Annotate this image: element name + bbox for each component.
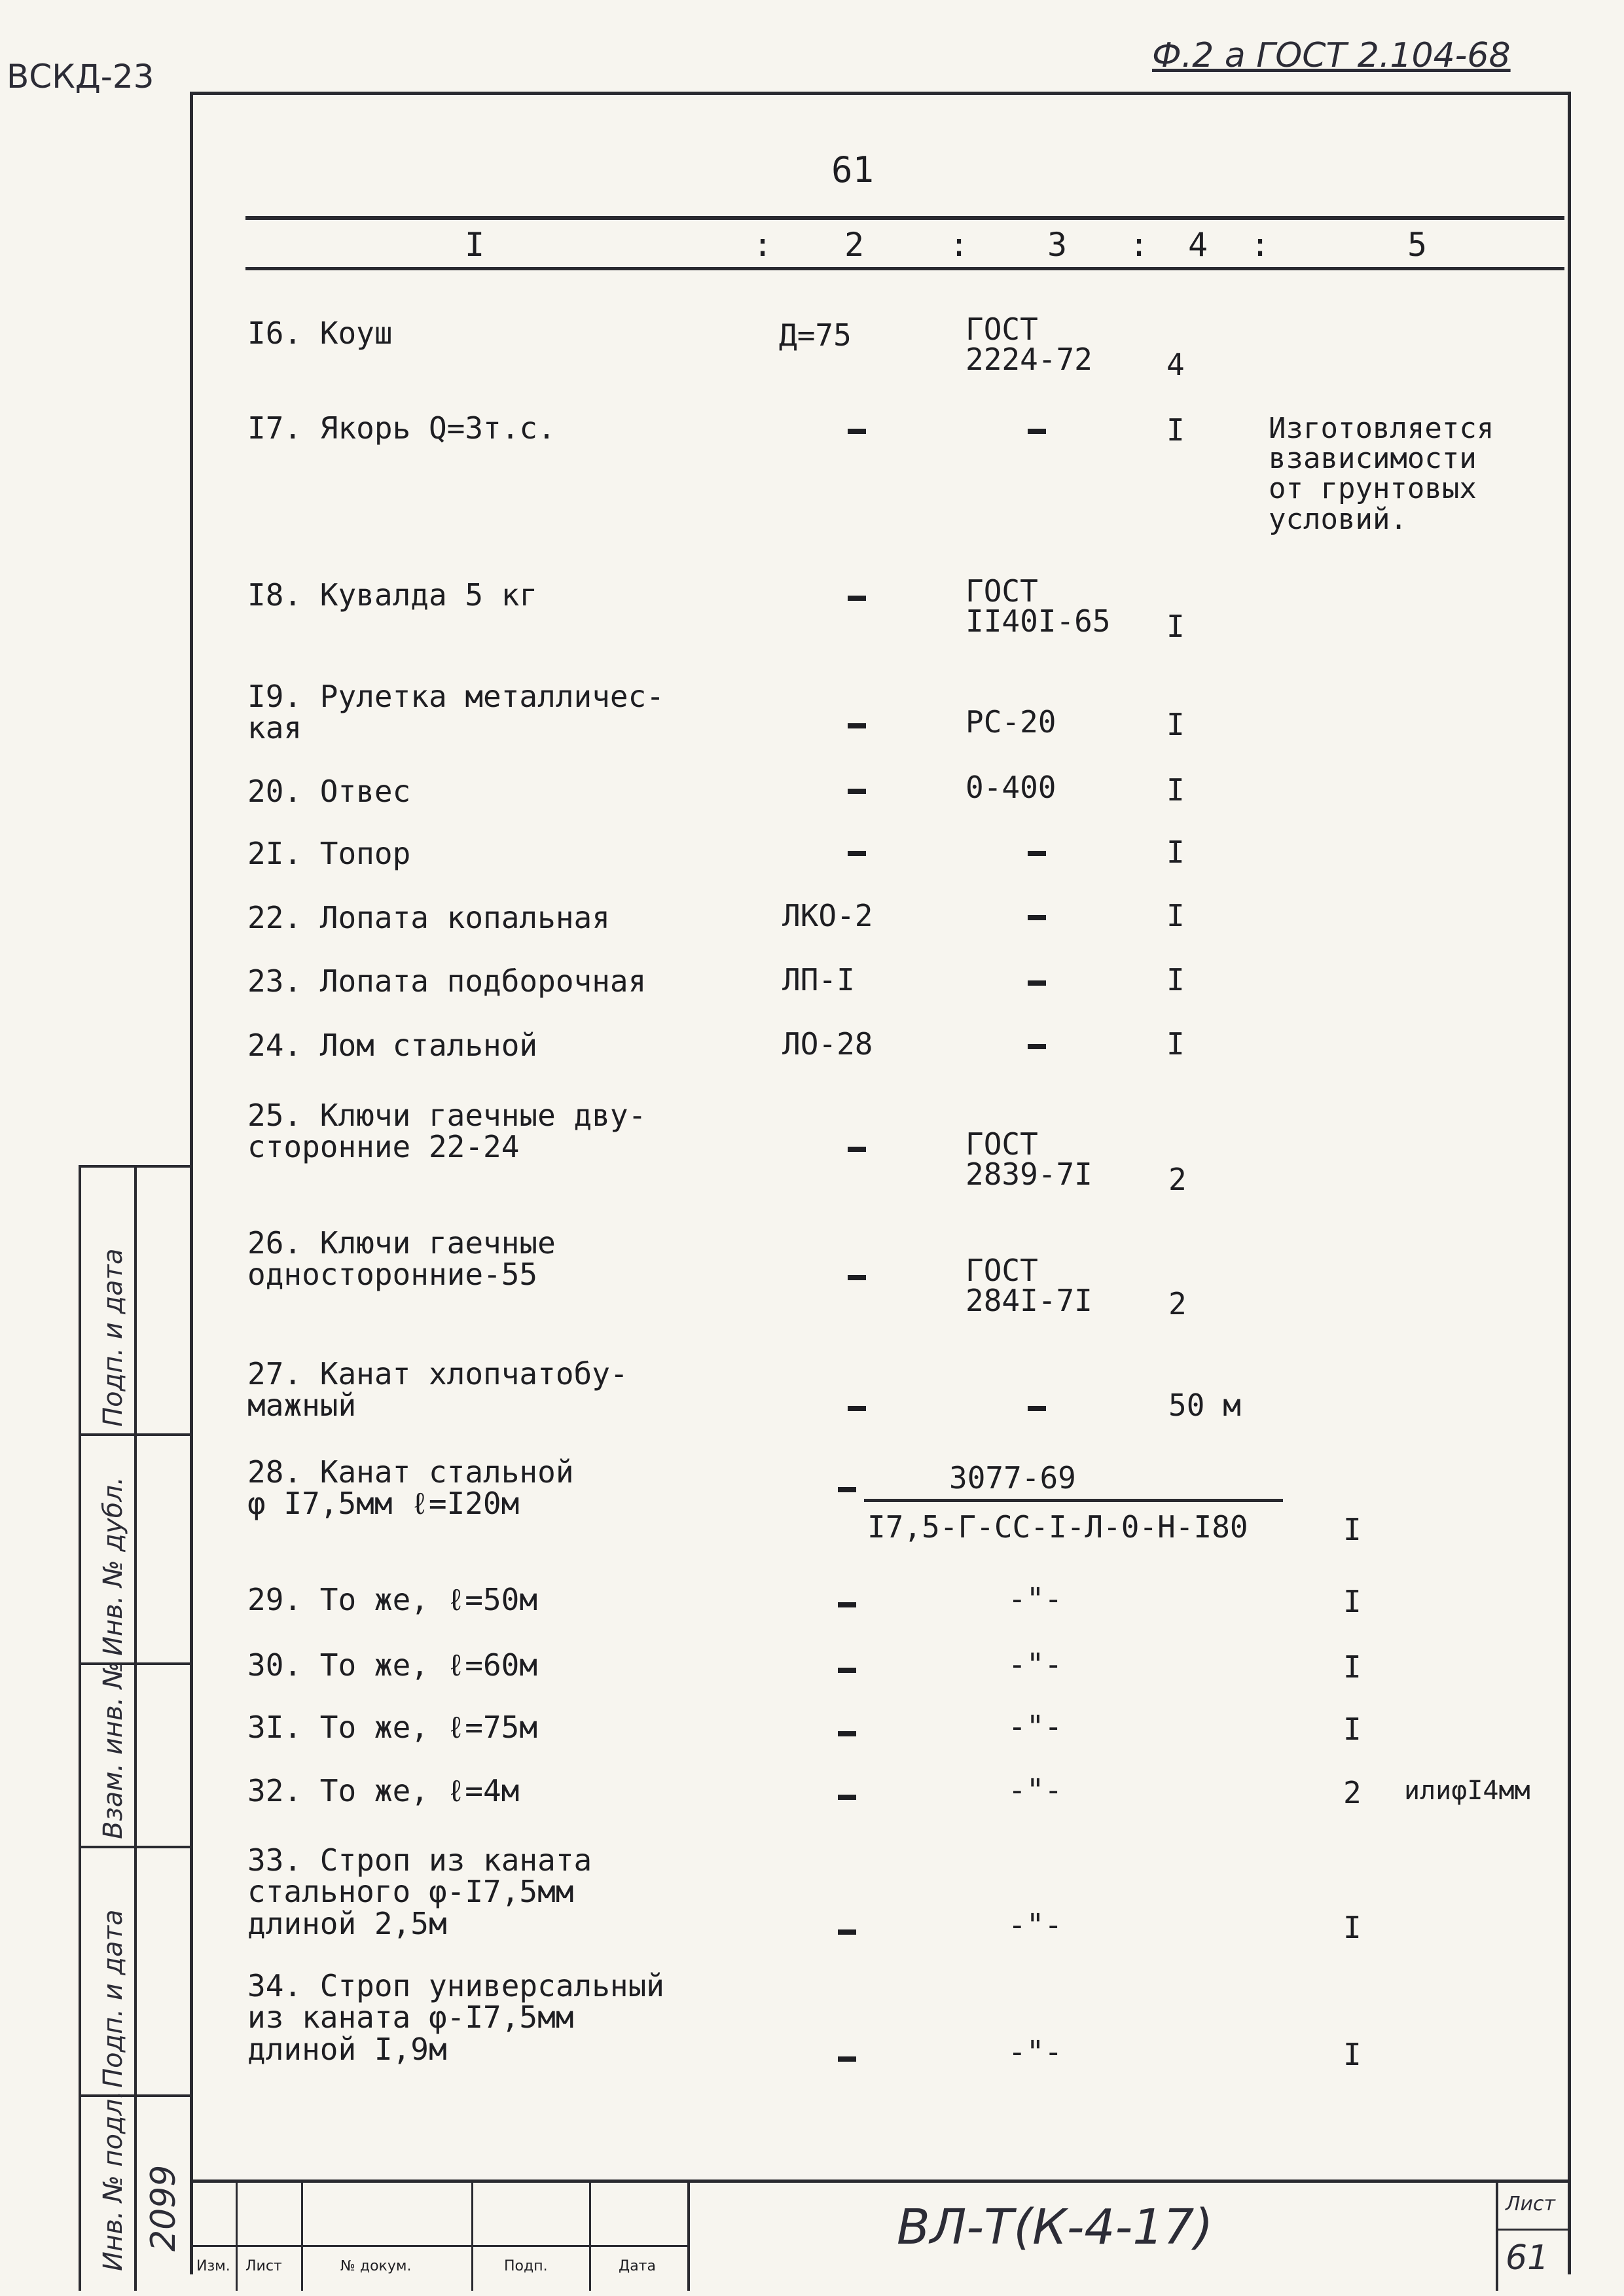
side-stamp-label: Инв. № подл.	[98, 2090, 128, 2271]
table-row: 20. Отвес	[247, 774, 411, 809]
row-col3-denominator: I7,5-Г-СС-I-Л-0-Н-I80	[867, 1509, 1248, 1545]
row-col4: I	[1166, 707, 1185, 742]
title-block-divider	[301, 2179, 303, 2291]
row-col3: -"-	[1008, 1772, 1063, 1808]
row-col4: I	[1343, 1649, 1362, 1685]
row-col3: -"-	[1008, 1907, 1063, 1943]
inventory-number: 2099	[144, 2164, 183, 2251]
sheet-cell-rule	[1496, 2229, 1568, 2231]
row-col4: 2	[1168, 1286, 1187, 1321]
row-col2-dash	[848, 596, 866, 601]
row-col3-numerator: 3077-69	[949, 1460, 1076, 1496]
table-row: I6. Коуш	[247, 315, 393, 351]
row-col4: I	[1166, 834, 1185, 870]
table-row: 27. Канат хлопчатобу- мажный	[247, 1356, 628, 1424]
column-header-sep: :	[1250, 226, 1271, 264]
title-block-top-rule	[190, 2179, 1568, 2183]
side-stamp-label: Подп. и дата	[98, 1248, 128, 1427]
row-col3: -"-	[1008, 1647, 1063, 1682]
table-row: I8. Кувалда 5 кг	[247, 577, 538, 613]
row-col4: I	[1343, 2037, 1362, 2072]
row-col3: РС-20	[965, 704, 1056, 740]
side-stamp-border	[79, 1165, 81, 2291]
title-block-label: Дата	[619, 2258, 656, 2274]
table-row: I7. Якорь Q=3т.с.	[247, 410, 556, 446]
row-col4: I	[1166, 772, 1185, 808]
side-stamp-label: Инв. № дубл.	[98, 1477, 128, 1656]
sheet-label: Лист	[1506, 2193, 1556, 2215]
side-stamp-rule	[79, 2094, 193, 2097]
row-col5-note: илиφI4мм	[1404, 1776, 1530, 1806]
column-header-2: 2	[844, 226, 865, 264]
row-col2-dash	[838, 1602, 856, 1607]
row-col2: Д=75	[779, 317, 852, 353]
row-col3: ГОСТ 2224-72	[965, 312, 1092, 377]
side-stamp-rule	[79, 1165, 193, 1168]
row-col3: ГОСТ 2839-7I	[965, 1126, 1092, 1192]
table-row: 30. То же, ℓ=60м	[247, 1647, 538, 1683]
column-header-5: 5	[1407, 226, 1428, 264]
row-col3: -"-	[1008, 2034, 1063, 2070]
row-col2-dash	[848, 723, 866, 728]
table-row: 22. Лопата копальная	[247, 900, 610, 935]
header-top-rule	[245, 216, 1564, 220]
page-number: 61	[831, 149, 875, 190]
row-col5-note: Изготовляется взависимости от грунтовых условий.	[1269, 412, 1494, 536]
row-col4: I	[1166, 609, 1185, 644]
row-col3: -"-	[1008, 1709, 1063, 1744]
row-col4: I	[1343, 1512, 1362, 1547]
fraction-bar	[864, 1499, 1283, 1502]
table-row: 24. Лом стальной	[247, 1028, 538, 1063]
row-col2-dash	[838, 1668, 856, 1673]
table-row: 2I. Топор	[247, 836, 411, 871]
row-col3-dash	[1028, 980, 1046, 986]
row-col4: I	[1343, 1910, 1362, 1945]
table-row: 3I. То же, ℓ=75м	[247, 1710, 538, 1745]
title-block-divider	[236, 2179, 238, 2291]
row-col2: ЛО-28	[782, 1026, 873, 1062]
row-col4: I	[1166, 1026, 1185, 1062]
title-block-label: Изм.	[196, 2258, 230, 2274]
table-row: 33. Строп из каната стального φ-I7,5мм длиной 2,5м	[247, 1842, 592, 1941]
row-col2-dash	[838, 1929, 856, 1935]
row-col3-dash	[1028, 851, 1046, 856]
row-col3: ГОСТ II40I-65	[965, 573, 1111, 639]
table-row: 25. Ключи гаечные дву- сторонние 22-24	[247, 1098, 647, 1165]
row-col3-dash	[1028, 915, 1046, 920]
title-block-divider	[471, 2179, 473, 2291]
row-col2-dash	[848, 851, 866, 856]
column-header-sep: :	[1129, 226, 1149, 264]
row-col2: ЛКО-2	[782, 898, 873, 933]
sheet-number: 61	[1506, 2238, 1549, 2278]
top-right-note: Ф.2 а ГОСТ 2.104-68	[1152, 36, 1511, 75]
title-block-divider	[687, 2179, 690, 2291]
title-block-label: Лист	[245, 2258, 282, 2274]
row-col3-dash	[1028, 1044, 1046, 1049]
title-block-label: № докум.	[340, 2258, 412, 2274]
table-row: I9. Рулетка металличес- кая	[247, 679, 664, 746]
side-stamp-border	[134, 1165, 137, 2291]
table-row: 32. То же, ℓ=4м	[247, 1773, 520, 1808]
row-col4: 50 м	[1168, 1388, 1241, 1423]
column-header-sep: :	[753, 226, 773, 264]
table-row: 23. Лопата подборочная	[247, 963, 647, 999]
row-col2-dash	[848, 789, 866, 794]
row-col2-dash	[848, 1406, 866, 1411]
column-header-1: I	[465, 226, 485, 264]
row-col2-dash	[848, 1275, 866, 1280]
title-block-divider	[589, 2179, 591, 2291]
row-col2: ЛП-I	[782, 962, 855, 997]
row-col4: 4	[1166, 347, 1185, 382]
side-stamp-rule	[79, 1662, 193, 1665]
title-block-mid-rule	[190, 2245, 687, 2247]
row-col4: I	[1343, 1712, 1362, 1747]
column-header-3: 3	[1047, 226, 1068, 264]
title-block-label: Подп.	[504, 2258, 548, 2274]
row-col3: 0-400	[965, 770, 1056, 805]
column-header-4: 4	[1188, 226, 1208, 264]
document-designation: ВЛ-Т(К-4-17)	[897, 2199, 1214, 2255]
side-stamp-label: Подп. и дата	[98, 1909, 128, 2088]
side-stamp-rule	[79, 1846, 193, 1848]
side-stamp-rule	[79, 1433, 193, 1436]
row-col3-dash	[1028, 429, 1046, 434]
column-header-sep: :	[949, 226, 969, 264]
table-row: 28. Канат стальной φ I7,5мм ℓ=I20м	[247, 1454, 574, 1522]
row-col2-dash	[838, 1731, 856, 1736]
row-col2-dash	[838, 1487, 856, 1492]
row-col3: ГОСТ 284I-7I	[965, 1253, 1092, 1318]
row-col2-dash	[838, 2056, 856, 2062]
row-col4: I	[1343, 1584, 1362, 1619]
side-stamp-label: Взам. инв. №	[98, 1661, 128, 1839]
row-col2-dash	[838, 1795, 856, 1800]
row-col4: I	[1166, 962, 1185, 997]
row-col3: -"-	[1008, 1581, 1063, 1617]
row-col4: I	[1166, 898, 1185, 933]
table-row: 34. Строп универсальный из каната φ-I7,5мм длиной I,9м	[247, 1968, 664, 2067]
row-col2-dash	[848, 429, 866, 434]
row-col4: 2	[1168, 1162, 1187, 1197]
row-col4: I	[1166, 412, 1185, 448]
table-row: 29. То же, ℓ=50м	[247, 1582, 538, 1617]
table-row: 26. Ключи гаечные односторонние-55	[247, 1225, 556, 1293]
header-bottom-rule	[245, 267, 1564, 270]
title-block-divider	[1496, 2179, 1498, 2291]
left-corner-code: ВСКД-23	[7, 58, 154, 96]
row-col3-dash	[1028, 1406, 1046, 1411]
row-col4: 2	[1343, 1775, 1362, 1810]
row-col2-dash	[848, 1147, 866, 1152]
